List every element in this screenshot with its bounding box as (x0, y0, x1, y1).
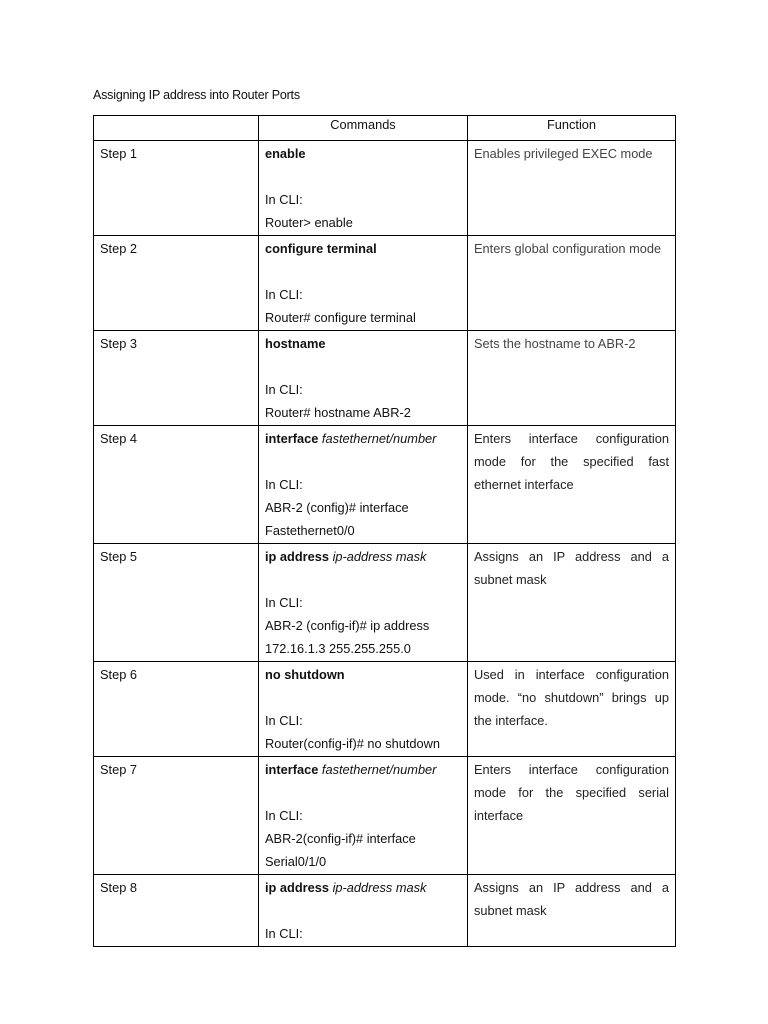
command-cell (259, 426, 468, 544)
command-cell (259, 662, 468, 757)
command-syntax (265, 545, 461, 568)
function-cell: Enters global configuration mode (468, 236, 676, 331)
step-cell: Step 2 (94, 236, 259, 331)
command-cell (259, 544, 468, 662)
command-cell (259, 875, 468, 947)
command-cell (259, 757, 468, 875)
in-cli-label: In CLI: (265, 192, 303, 207)
command-argument: ip-address mask (332, 549, 427, 564)
function-cell: Used in interface configuration mode. “no shutdown” brings up the interface. (468, 662, 676, 757)
in-cli-label: In CLI: (265, 287, 303, 302)
header-commands: Commands (259, 116, 468, 141)
command-keyword: interface (265, 431, 319, 446)
in-cli-label: In CLI: (265, 382, 303, 397)
command-keyword: interface (265, 762, 319, 777)
in-cli-label: In CLI: (265, 477, 303, 492)
header-step (94, 116, 259, 141)
command-cell (259, 331, 468, 426)
cli-line: Router# configure terminal (265, 310, 416, 325)
table-row (94, 544, 676, 662)
header-function: Function (468, 116, 676, 141)
table-row (94, 875, 676, 947)
command-keyword: no shutdown (265, 667, 345, 682)
document-title: Assigning IP address into Router Ports (93, 88, 300, 102)
step-cell: Step 4 (94, 426, 259, 544)
function-cell: Enters interface configuration mode for the specified serial interface (468, 757, 676, 875)
command-keyword: ip address (265, 880, 330, 895)
command-argument: fastethernet/number (321, 762, 437, 777)
cli-line: Router(config-if)# no shutdown (265, 736, 440, 751)
table-header-row (94, 116, 676, 141)
command-argument: ip-address mask (332, 880, 427, 895)
cli-line: ABR-2 (config)# interface (265, 500, 409, 515)
step-cell: Step 3 (94, 331, 259, 426)
command-syntax (265, 332, 461, 355)
function-cell: Enables privileged EXEC mode (468, 141, 676, 236)
in-cli-label: In CLI: (265, 808, 303, 823)
table-row (94, 426, 676, 544)
command-keyword: enable (265, 146, 306, 161)
function-cell: Assigns an IP address and a subnet mask (468, 875, 676, 947)
command-syntax (265, 142, 461, 165)
function-cell: Sets the hostname to ABR-2 (468, 331, 676, 426)
command-keyword: configure terminal (265, 241, 377, 256)
command-argument: fastethernet/number (321, 431, 437, 446)
step-cell: Step 5 (94, 544, 259, 662)
table-row (94, 757, 676, 875)
cli-line: 172.16.1.3 255.255.255.0 (265, 641, 411, 656)
command-syntax (265, 427, 461, 450)
table-row (94, 236, 676, 331)
step-cell: Step 1 (94, 141, 259, 236)
cli-line: ABR-2(config-if)# interface (265, 831, 416, 846)
command-syntax (265, 663, 461, 686)
table-row (94, 662, 676, 757)
in-cli-label: In CLI: (265, 926, 303, 941)
step-cell: Step 8 (94, 875, 259, 947)
step-cell: Step 7 (94, 757, 259, 875)
table-row (94, 331, 676, 426)
cli-line: Router> enable (265, 215, 353, 230)
function-cell: Assigns an IP address and a subnet mask (468, 544, 676, 662)
in-cli-label: In CLI: (265, 713, 303, 728)
function-cell: Enters interface configuration mode for the specified fast ethernet interface (468, 426, 676, 544)
step-cell: Step 6 (94, 662, 259, 757)
command-keyword: hostname (265, 336, 326, 351)
commands-table (93, 115, 676, 947)
cli-line: Fastethernet0/0 (265, 523, 355, 538)
cli-line: Serial0/1/0 (265, 854, 327, 869)
command-cell (259, 236, 468, 331)
table-row (94, 141, 676, 236)
command-keyword: ip address (265, 549, 330, 564)
in-cli-label: In CLI: (265, 595, 303, 610)
cli-line: ABR-2 (config-if)# ip address (265, 618, 430, 633)
cli-line: Router# hostname ABR-2 (265, 405, 411, 420)
command-syntax (265, 237, 461, 260)
command-syntax (265, 758, 461, 781)
command-cell (259, 141, 468, 236)
command-syntax (265, 876, 461, 899)
